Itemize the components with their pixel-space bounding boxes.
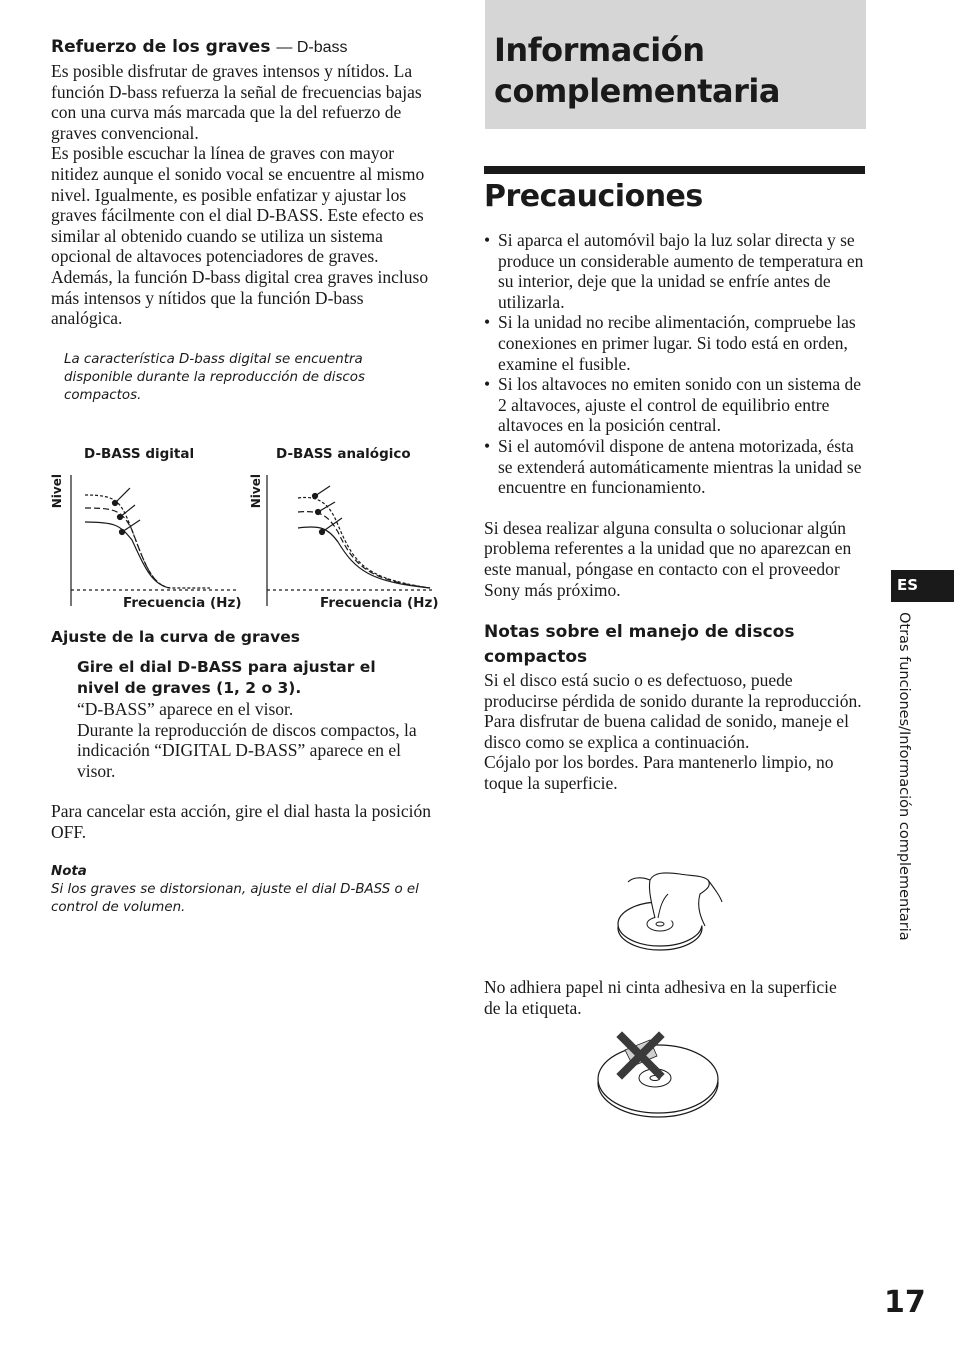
adjust-step (77, 657, 422, 781)
graph-digital (71, 475, 236, 606)
discs-paragraph-2: Cójalo por los bordes. Para mantenerlo limpio, no toque la superficie. (484, 752, 834, 794)
dial-point-analog-3 (320, 530, 325, 535)
left-column (51, 36, 436, 405)
adjust-heading: Ajuste de la curva de graves (51, 628, 300, 646)
dial-point-digital-3 (120, 530, 125, 535)
cancel-text: Para cancelar esta acción, gire el dial hasta la posición OFF. (51, 801, 431, 842)
dbass-paragraph-1: Es posible disfrutar de graves intensos y nítidos. La función D-bass refuerza la señal de frecuencias bajas con una curva más marcada que la del refuerzo de graves convencional. (51, 61, 422, 143)
right-column (484, 230, 868, 794)
bullet-icon: • (484, 435, 491, 456)
disc-tape-illustration (595, 1028, 725, 1123)
chapter-title: Información complementaria (494, 31, 780, 110)
curve-digital-3 (85, 522, 170, 588)
precaution-item: • Si los altavoces no emiten sonido con un sistema de 2 altavoces, ajuste el control de equilibrio entre altavoces en la posición central. (484, 374, 862, 436)
curve-digital-2 (85, 508, 170, 588)
nota-text: Si los graves se distorsionan, ajuste el dial D-BASS o el control de volumen. (51, 881, 419, 915)
curve-analog-3 (298, 527, 430, 588)
bullet-icon: • (484, 230, 491, 250)
adjust-step-text-2: Durante la reproducción de discos compactos, la indicación “DIGITAL D-BASS” aparece en el visor. (77, 719, 417, 781)
graph-digital-title: D-BASS digital (84, 446, 195, 462)
dial-point-digital-2 (118, 515, 123, 520)
adjust-step-text-1: “D-BASS” aparece en el visor. (77, 699, 294, 719)
curve-analog-2 (298, 512, 430, 588)
section-title-text: Refuerzo de los graves (51, 37, 271, 57)
dbass-paragraph-3: Además, la función D-bass digital crea graves incluso más intensos y nítidos que la función D-bass analógica. (51, 266, 429, 329)
dial-point-analog-2 (316, 510, 321, 515)
graph-analog-title: D-BASS analógico (276, 446, 411, 462)
no-paper-text: No adhiera papel ni cinta adhesiva en la superficie de la etiqueta. (484, 977, 837, 1018)
side-section-label: Otras funciones/Información complementaria (896, 612, 912, 941)
section-rule (484, 166, 865, 174)
graph-analog-x-label: Frecuencia (Hz) (320, 595, 439, 611)
discs-heading: Notas sobre el manejo de discos compactos (484, 622, 795, 668)
dbass-graphs (60, 470, 440, 610)
section-title-precauciones: Precauciones (484, 179, 703, 214)
graph-analog-y-label: Nivel (249, 474, 263, 509)
language-tab (891, 570, 954, 602)
chapter-title-box (485, 0, 866, 129)
dbass-paragraph-2: Es posible escuchar la línea de graves con mayor nitidez aunque el sonido vocal se encuentre al mismo nivel. Igualmente, es posible enfatizar y ajustar los graves fácilmente con el dial D-BASS. Este efecto es similar al obtenido cuando se utiliza un sistema opcional de altavoces potenciadores de graves. (51, 143, 425, 267)
section-title-subtitle: — D-bass (276, 39, 348, 56)
page-number: 17 (884, 1285, 926, 1320)
dial-mark-digital-3 (122, 520, 140, 532)
graph-digital-y-label: Nivel (50, 474, 64, 509)
dial-point-digital-1 (113, 501, 118, 506)
consult-text: Si desea realizar alguna consulta o solucionar algún problema referentes a la unidad que no aparezcan en este manual, póngase en contacto con el proveedor Sony más próximo. (484, 517, 852, 600)
bullet-icon: • (484, 312, 491, 333)
precaution-item: • Si aparca el automóvil bajo la luz solar directa y se produce un considerable aumento de temperatura en su interior, deje que la unidad se enfríe antes de utilizarla. (484, 230, 864, 312)
graph-digital-x-label: Frecuencia (Hz) (123, 595, 242, 611)
section-title-dbass (51, 36, 436, 59)
disc-holding-illustration (610, 860, 730, 960)
bullet-icon: • (484, 374, 491, 395)
precaution-item: • Si la unidad no recibe alimentación, compruebe las conexiones en primer lugar. Si todo está en orden, examine el fusible. (484, 312, 856, 374)
language-tab-label: ES (897, 576, 919, 594)
graph-analog (267, 475, 432, 606)
dial-point-analog-1 (313, 494, 318, 499)
graph-note: La característica D-bass digital se encuentra disponible durante la reproducción de discos compactos. (64, 351, 365, 403)
disc-icon (598, 1045, 718, 1113)
adjust-section (51, 627, 436, 917)
discs-paragraph-1: Si el disco está sucio o es defectuoso, puede producirse pérdida de sonido durante la reproducción. Para disfrutar de buena calidad de sonido, maneje el disco como se explica a continuación. (484, 670, 862, 752)
dial-mark-digital-1 (115, 488, 130, 503)
precautions-list (484, 230, 868, 498)
adjust-step-instruction: Gire el dial D-BASS para ajustar el nivel de graves (1, 2 o 3). (77, 658, 376, 697)
dial-mark-analog-3 (322, 518, 342, 532)
precaution-item: • Si el automóvil dispone de antena motorizada, ésta se extenderá automáticamente mientras la unidad se encuentre en funcionamiento. (484, 435, 862, 498)
nota-label: Nota (51, 863, 87, 879)
